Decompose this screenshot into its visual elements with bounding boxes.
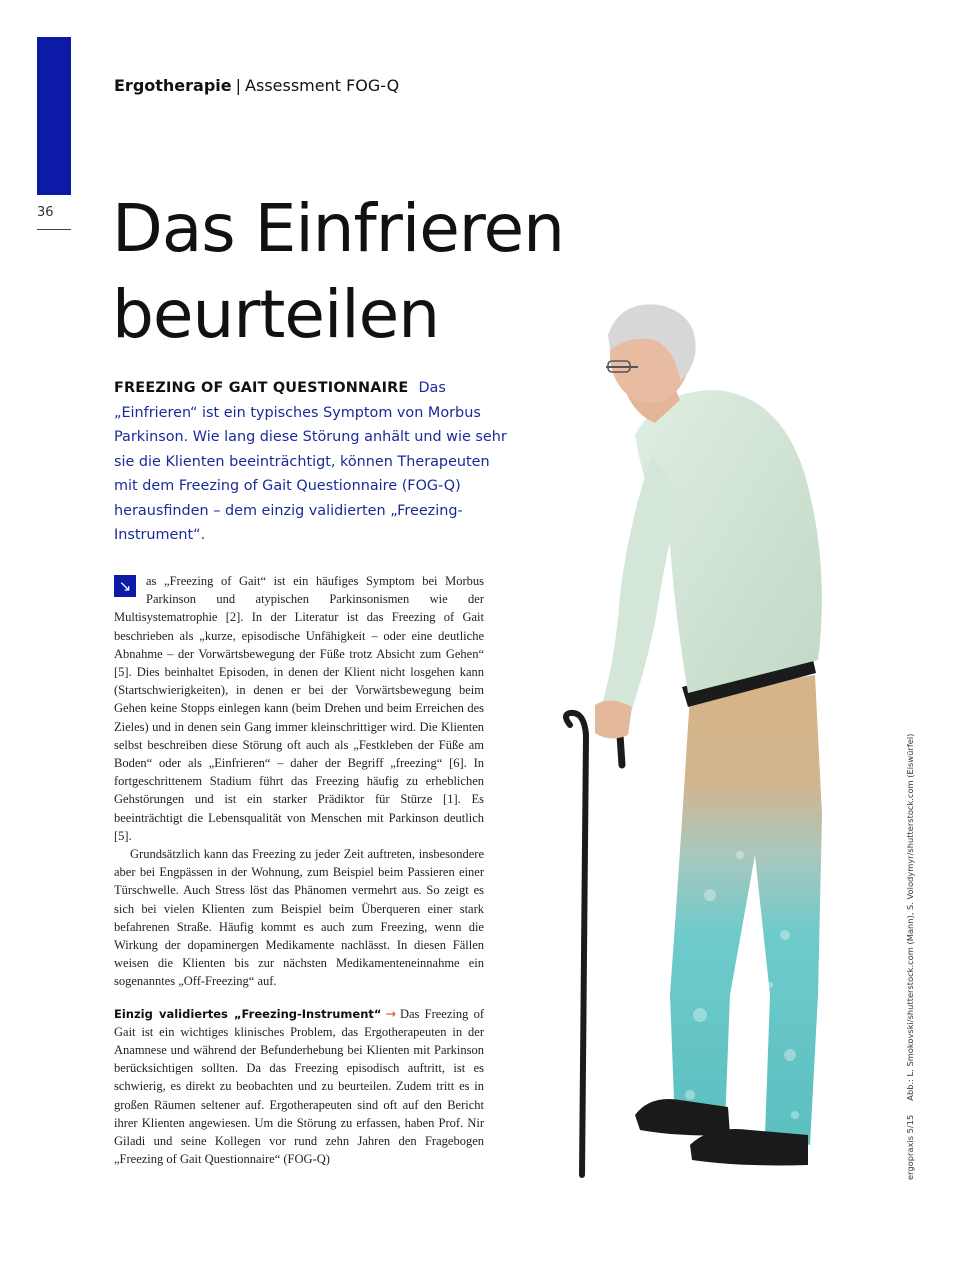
subheading: Einzig validiertes „Freezing-Instrument“ [114,1006,382,1021]
title-line-1: Das Einfrieren [112,190,564,267]
header-section: Ergotherapie [114,76,232,95]
journal-issue: ergopraxis 5/15 [905,1114,915,1180]
article-lead [114,376,514,548]
page-number: 36 [37,205,54,220]
title-line-2: beurteilen [112,276,440,353]
arrow-right-icon: → [385,1005,396,1021]
arrow-down-right-icon: ↘ [114,575,136,597]
section-color-bar [37,37,71,195]
body-paragraph-1 [114,572,484,845]
header-topic: Assessment FOG-Q [245,76,400,95]
photo-credit: Abb.: L. Smokovski/shutterstock.com (Mann), S. Volodymyr/shutterstock.com (Eiswürfel) [905,733,915,1101]
paragraph-3-text: Das Freezing of Gait ist ein wichtiges klinisches Problem, das Ergotherapeuten in der Anamnese und während der Befunderhebung bei Klienten mit Parkinson berücksichtigen sollten. Da das Freezing episodisch auftritt, ist es schwierig, es direkt zu beobachten und zu beurteilen. Zudem tritt es in großen Räumen seltener auf. Ergotherapeuten sind oft auf den Bericht ihrer Klienten angewiesen. Um die Störung zu erfassen, haben Prof. Nir Giladi und seine Kollegen vor rund zehn Jahren den Fragebogen „Freezing of Gait Questionnaire“ (FOG-Q) [114,1006,484,1167]
body-paragraph-3 [114,1005,484,1169]
lead-text: Das „Einfrieren“ ist ein typisches Symptom von Morbus Parkinson. Wie lang diese Störung anhält und wie sehr sie die Klienten beeinträchtigt, können Therapeuten mit dem Freezing of Gait Questionnaire (FOG-Q) herausfinden – dem einzig validierten „Freezing-Instrument“. [114,380,507,543]
paragraph-1-text: as „Freezing of Gait“ ist ein häufiges Symptom bei Morbus Parkinson und atypischen Parkinsonismen wie der Multisystematrophie [2]. In der Literatur ist das Freezing of Gait beschrieben als „kurze, episodische Unfähigkeit – oder eine deutliche Abnahme – der Vorwärtsbewegung der Füße trotz Absicht zum Gehen“ [5]. Dies beinhaltet Episoden, in denen der Klient nicht losgehen kann (Startschwierigkeiten), in denen er bei der Vorwärtsbewegung beim Gehen keine Stopps einlegen kann (beim Drehen und beim Erreichen des Zieles) und in denen sein Gang immer kleinschrittiger wird. Die Klienten selbst beschreiben diese Störung oft auch als „Festkleben der Füße am Boden“ oder als „Einfrieren“ – daher der Begriff „freezing“ [6]. In fortgeschrittenem Stadium führt das Freezing häufig zu erheblichen Gehstörungen und ist ein starker Prädiktor für Stürze [1]. Es beeinträchtigt die Lebensqualität von Menschen mit Parkinson deutlich [5]. [114,574,484,843]
credit-vertical [905,733,925,1180]
running-header [114,76,399,95]
body-paragraph-2: Grundsätzlich kann das Freezing zu jeder Zeit auftreten, insbesondere aber bei Engpässen in der Wohnung, zum Beispiel beim Passieren einer Türschwelle. Auch Stress löst das Phänomen vermehrt aus. So zeigt es sich bei vielen Klienten zum Beispiel beim Überqueren einer stark befahrenen Straße. Häufig kommt es auch zum Freezing, wenn die Wirkung der dopaminergen Medikamente nachlässt. In diesen Fällen weisen die Klienten bis zur nächsten Medikamenteneinnahme ein sogenanntes „Off-Freezing“ auf. [114,847,484,989]
header-separator: | [235,76,242,95]
page-number-rule [37,229,71,230]
article-body [114,572,484,1169]
lead-kicker: FREEZING OF GAIT QUESTIONNAIRE [114,380,409,396]
photo-elderly-man-with-cane [540,295,880,1195]
article-title [112,186,592,358]
